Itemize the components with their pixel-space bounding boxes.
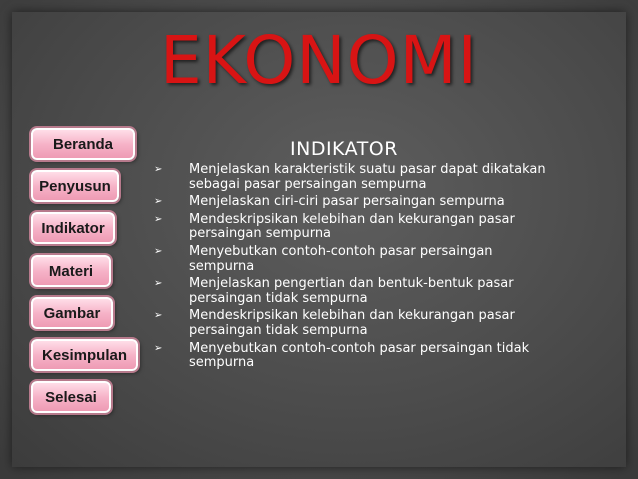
indicator-list xyxy=(150,163,549,374)
page-title: EKONOMI xyxy=(159,22,479,99)
list-item xyxy=(150,195,549,210)
list-item-text: Menyebutkan contoh-contoh pasar persaingan tidak sempurna xyxy=(189,340,530,371)
list-item xyxy=(150,277,549,306)
list-item-text: Mendeskripsikan kelebihan dan kekurangan pasar persaingan sempurna xyxy=(189,211,515,242)
arrow-bullet-icon: ➢ xyxy=(154,213,163,225)
nav-button-indikator[interactable] xyxy=(31,212,115,244)
nav-button-kesimpulan[interactable] xyxy=(31,339,138,371)
list-item-text: Menjelaskan pengertian dan bentuk-bentuk pasar persaingan tidak sempurna xyxy=(189,276,514,306)
list-item-text: Menjelaskan karakteristik suatu pasar dapat dikatakan sebagai pasar persaingan sempurna xyxy=(189,162,546,192)
nav-button-label: Indikator xyxy=(41,219,105,237)
list-item xyxy=(150,163,549,192)
nav-button-penyusun[interactable] xyxy=(31,170,119,202)
nav-button-label: Materi xyxy=(48,262,94,280)
arrow-bullet-icon: ➢ xyxy=(154,278,163,290)
list-item xyxy=(150,245,549,274)
nav-button-label: Kesimpulan xyxy=(41,346,128,364)
nav-button-label: Penyusun xyxy=(39,177,111,195)
list-item xyxy=(150,309,549,338)
arrow-bullet-icon: ➢ xyxy=(154,196,163,208)
list-item-text: Menyebutkan contoh-contoh pasar persaingan sempurna xyxy=(189,244,493,274)
nav-button-selesai[interactable] xyxy=(31,381,111,413)
list-item xyxy=(150,213,549,242)
list-item-text: Mendeskripsikan kelebihan dan kekurangan pasar persaingan tidak sempurna xyxy=(189,308,515,338)
content-heading: INDIKATOR xyxy=(290,138,398,160)
nav-button-beranda[interactable] xyxy=(31,128,135,160)
nav-button-label: Gambar xyxy=(43,304,101,322)
nav-button-gambar[interactable] xyxy=(31,297,113,329)
arrow-bullet-icon: ➢ xyxy=(154,342,163,354)
arrow-bullet-icon: ➢ xyxy=(154,246,163,258)
nav-button-label: Beranda xyxy=(52,135,114,153)
list-item xyxy=(150,342,549,371)
arrow-bullet-icon: ➢ xyxy=(154,164,163,175)
nav-button-label: Selesai xyxy=(45,388,97,406)
arrow-bullet-icon: ➢ xyxy=(154,310,163,322)
list-item-text: Menjelaskan ciri-ciri pasar persaingan sempurna xyxy=(189,194,505,210)
nav-button-materi[interactable] xyxy=(31,255,111,287)
